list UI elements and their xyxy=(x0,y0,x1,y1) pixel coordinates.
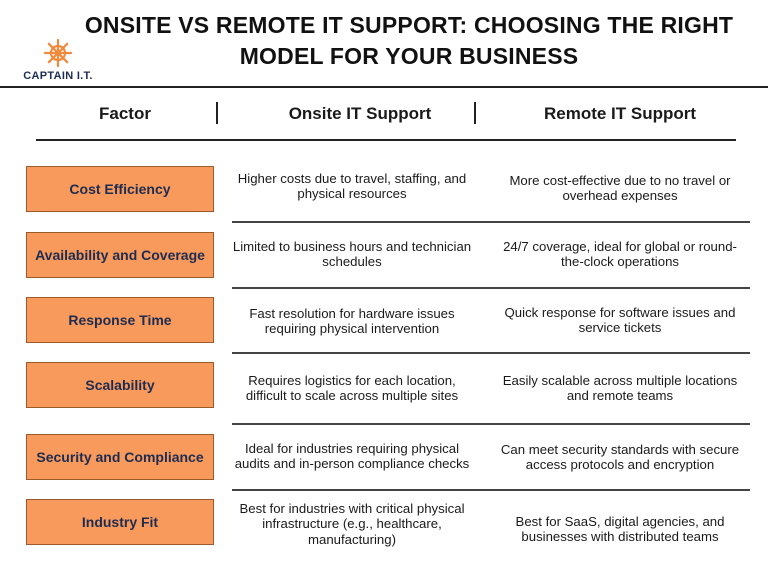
remote-cell: 24/7 coverage, ideal for global or round-the-clock operations xyxy=(503,238,737,269)
remote-cell: More cost-effective due to no travel or overhead expenses xyxy=(509,172,731,203)
header-onsite: Onsite IT Support xyxy=(288,104,432,123)
header-factor: Factor xyxy=(99,104,151,123)
factor-box: Scalability xyxy=(26,362,214,408)
row-divider xyxy=(232,221,750,223)
factor-box: Availability and Coverage xyxy=(26,232,214,278)
remote-cell: Easily scalable across multiple locations and remote teams xyxy=(502,372,738,403)
row-divider xyxy=(232,352,750,354)
onsite-cell: Higher costs due to travel, staffing, and physical resources xyxy=(237,170,467,201)
onsite-cell: Ideal for industries requiring physical audits and in-person compliance checks xyxy=(234,440,470,471)
title-divider xyxy=(0,86,768,88)
header-divider xyxy=(36,139,736,141)
row-divider xyxy=(232,489,750,491)
onsite-cell: Fast resolution for hardware issues requiring physical intervention xyxy=(249,305,455,336)
row-divider xyxy=(232,423,750,425)
logo-text: CAPTAIN I.T. xyxy=(23,70,93,82)
row-divider xyxy=(232,287,750,289)
header-separator xyxy=(216,102,218,124)
logo xyxy=(14,38,102,82)
ship-wheel-icon xyxy=(43,38,73,68)
factor-box: Security and Compliance xyxy=(26,434,214,480)
header-separator xyxy=(474,102,476,124)
remote-cell: Quick response for software issues and service tickets xyxy=(504,304,736,335)
onsite-cell: Limited to business hours and technician schedules xyxy=(232,238,472,269)
factor-box: Industry Fit xyxy=(26,499,214,545)
remote-cell: Can meet security standards with secure access protocols and encryption xyxy=(500,441,740,472)
factor-box: Cost Efficiency xyxy=(26,166,214,212)
onsite-cell: Best for industries with critical physical infrastructure (e.g., healthcare, manufacturing) xyxy=(239,500,465,547)
onsite-cell: Requires logistics for each location, difficult to scale across multiple sites xyxy=(245,372,459,403)
factor-box: Response Time xyxy=(26,297,214,343)
page-title: ONSITE VS REMOTE IT SUPPORT: CHOOSING THE RIGHT MODEL FOR YOUR BUSINESS xyxy=(84,12,734,69)
remote-cell: Best for SaaS, digital agencies, and businesses with distributed teams xyxy=(515,513,725,544)
header-remote: Remote IT Support xyxy=(543,104,697,123)
